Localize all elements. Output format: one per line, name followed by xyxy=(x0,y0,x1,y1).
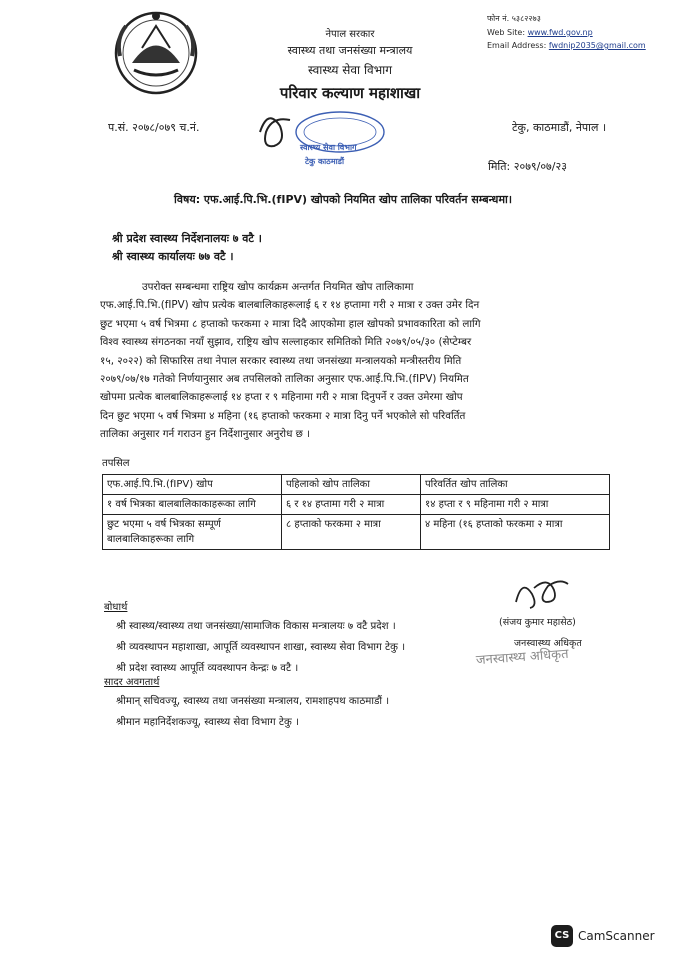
table-cell: छुट भएमा ५ वर्ष भित्रका सम्पूर्ण बालबालिकाहरूका लागि xyxy=(103,515,282,550)
list-item: श्री प्रदेश स्वास्थ्य आपूर्ति व्यवस्थापन केन्द्रः ७ वटै । xyxy=(116,663,299,674)
body-line: छुट भएमा ५ वर्ष भित्रमा ८ हप्ताको फरकमा २ मात्रा दिदै आएकोमा हाल खोपको प्रभावकारिता को लागि xyxy=(100,317,481,330)
website-label: Web Site: xyxy=(487,28,526,37)
website-link[interactable]: www.fwd.gov.np xyxy=(527,28,593,37)
table-caption: तपसिल xyxy=(102,458,130,469)
gov-name: नेपाल सरकार xyxy=(325,29,375,40)
stamp-text-2: टेकु काठमाडौं xyxy=(305,157,345,166)
body-line: विश्व स्वास्थ्य संगठनका नयाँ सुझाव, राष्ट्रिय खोप सल्लाहकार समितिको मिति २०७९/०५/३० (सेप्टेम्बर xyxy=(100,336,472,349)
body-paragraph xyxy=(100,278,608,444)
table-row xyxy=(103,495,610,515)
signature xyxy=(508,572,578,616)
letter-number: प.सं. २०७८/०७९ च.नं. xyxy=(108,121,200,134)
table-row xyxy=(103,515,610,550)
recipient-1: श्री प्रदेश स्वास्थ्य निर्देशनालयः ७ वटै । xyxy=(112,232,262,245)
body-line: दिन छुट भएमा ५ वर्ष भित्रमा ४ महिना (१६ हप्ताको फरकमा २ मात्रा दिनु पर्ने भएकोले सो परिवर्तित xyxy=(100,409,466,422)
website-line xyxy=(487,27,593,39)
table-header: परिवर्तित खोप तालिका xyxy=(421,475,610,495)
email-label: Email Address: xyxy=(487,41,547,50)
body-line: २०७९/०७/१७ गतेको निर्णयानुसार अब तपसिलको तालिका अनुसार एफ.आई.पि.भि.(fIPV) नियमित xyxy=(100,373,469,386)
table-cell: १४ हप्ता र ९ महिनामा गरी २ मात्रा xyxy=(421,495,610,515)
table-cell: ४ महिना (१६ हप्ताको फरकमा २ मात्रा xyxy=(421,515,610,550)
list-item: श्रीमान् सचिवज्यू, स्वास्थ्य तथा जनसंख्या मन्त्रालय, रामशाहपथ काठमाडौं । xyxy=(116,696,390,707)
table-header: पहिलाको खोप तालिका xyxy=(282,475,421,495)
recipient-2: श्री स्वास्थ्य कार्यालयः ७७ वटै । xyxy=(112,250,234,263)
sadar-list xyxy=(116,691,389,733)
camscanner-label: CamScanner xyxy=(578,929,655,943)
schedule-table xyxy=(102,474,610,550)
office-stamp xyxy=(250,102,400,180)
bodharth-heading: बोधार्थ xyxy=(104,602,128,613)
letter-date: मिति: २०७९/०७/२३ xyxy=(488,160,567,173)
ministry-name: स्वास्थ्य तथा जनसंख्या मन्त्रालय xyxy=(287,44,413,57)
body-line: १५, २०२२) को सिफारिस तथा नेपाल सरकार स्वास्थ्य तथा जनसंख्या मन्त्रालयको मन्त्रीस्तरीय मिति xyxy=(100,354,462,367)
division-name: परिवार कल्याण महाशाखा xyxy=(279,84,421,102)
nepal-emblem xyxy=(112,8,200,98)
sadar-heading: सादर अवगतार्थ xyxy=(104,677,160,688)
list-item: श्री स्वास्थ्य/स्वास्थ्य तथा जनसंख्या/सामाजिक विकास मन्त्रालयः ७ वटै प्रदेश । xyxy=(116,621,396,632)
stamp-text-1: स्वास्थ्य सेवा विभाग xyxy=(300,143,357,152)
department-name: स्वास्थ्य सेवा विभाग xyxy=(307,63,393,77)
signatory-stamp: जनस्वास्थ्य अधिकृत xyxy=(475,646,570,669)
body-line: खोपमा प्रत्येक बालबालिकाहरूलाई १४ हप्ता र ९ महिनामा गरी २ मात्रा दिनुपर्ने र उक्त उमेरमा खोप xyxy=(100,391,463,404)
table-header-row xyxy=(103,475,610,495)
subject-line: विषय: एफ.आई.पि.भि.(fIPV) खोपको नियमित खोप तालिका परिवर्तन सम्बन्धमा। xyxy=(174,193,513,206)
body-line: तालिका अनुसार गर्न गराउन हुन निर्देशानुसार अनुरोध छ । xyxy=(100,428,311,441)
signatory-name: (संजय कुमार महासेठ) xyxy=(499,617,576,628)
body-line: उपरोक्त सम्बन्धमा राष्ट्रिय खोप कार्यक्रम अन्तर्गत नियमित खोप तालिकामा xyxy=(142,281,414,293)
email-line xyxy=(487,40,646,52)
table-cell: १ वर्ष भित्रका बालबालिकाकाहरूका लागि xyxy=(103,495,282,515)
camscanner-logo-icon: CS xyxy=(551,925,573,947)
table-cell: ८ हप्ताको फरकमा २ मात्रा xyxy=(282,515,421,550)
list-item: श्री व्यवस्थापन महाशाखा, आपूर्ति व्यवस्थापन शाखा, स्वास्थ्य सेवा विभाग टेकु । xyxy=(116,642,406,653)
body-line: एफ.आई.पि.भि.(fIPV) खोप प्रत्येक बालबालिकाहरूलाई ६ र १४ हप्तामा गरी २ मात्रा र उक्त उमेर दिन xyxy=(100,299,480,312)
phone-number: फोन नं. ५३८२२७३ xyxy=(487,14,541,23)
signatory-title: जनस्वास्थ्य अधिकृत xyxy=(514,638,582,649)
bodharth-list xyxy=(116,616,405,679)
office-place: टेकु, काठमाडौं, नेपाल । xyxy=(512,121,607,134)
table-cell: ६ र १४ हप्तामा गरी २ मात्रा xyxy=(282,495,421,515)
table-header: एफ.आई.पि.भि.(fIPV) खोप xyxy=(103,475,282,495)
email-link[interactable]: fwdnip2035@gmail.com xyxy=(548,41,646,50)
list-item: श्रीमान महानिर्देशकज्यू, स्वास्थ्य सेवा विभाग टेकु । xyxy=(116,717,299,728)
